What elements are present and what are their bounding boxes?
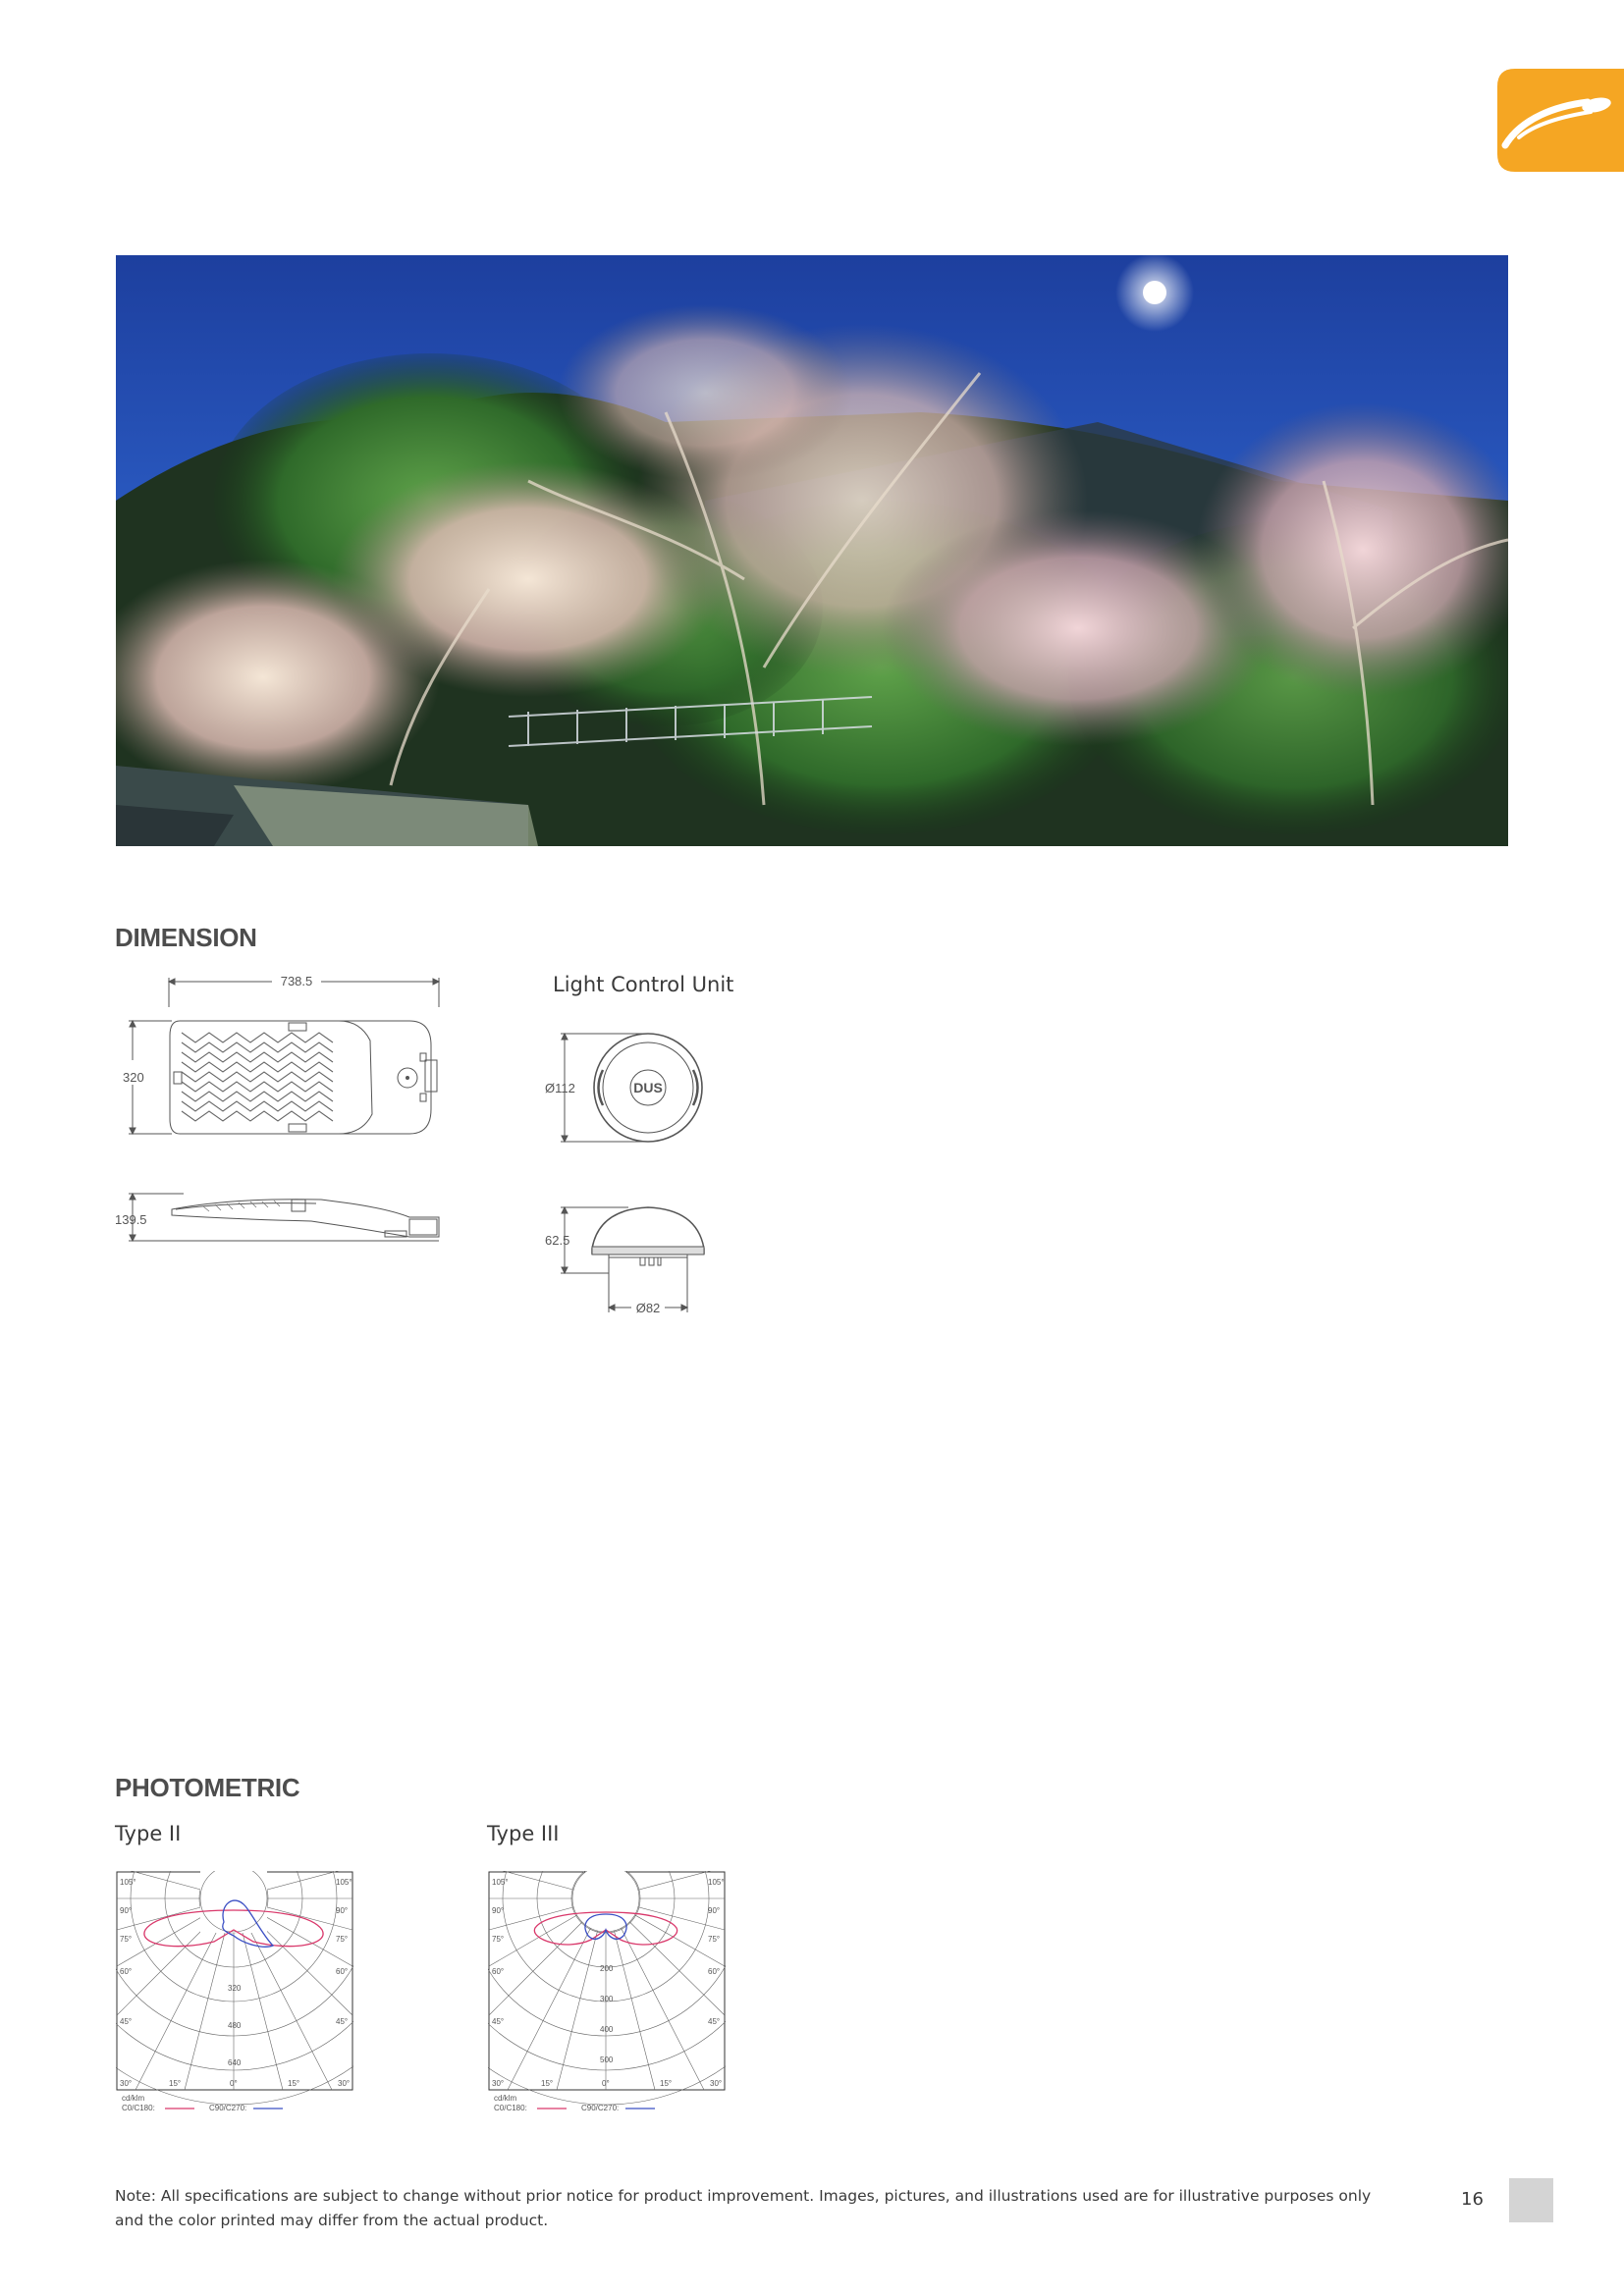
angle-label: 15° xyxy=(541,2079,554,2088)
ring-label: 200 xyxy=(600,1964,614,1973)
lcu-side-view-drawing xyxy=(545,1200,722,1327)
lcu-base-diameter-label: Ø82 xyxy=(635,1301,661,1315)
footer-note xyxy=(115,2184,1421,2233)
height-dim-label: 139.5 xyxy=(115,1212,147,1227)
angle-label: 60° xyxy=(336,1967,349,1976)
type-ii-title: Type II xyxy=(115,1822,182,1845)
brand-logo xyxy=(1497,69,1624,172)
angle-label: 105° xyxy=(336,1878,352,1887)
angle-label: 30° xyxy=(120,2079,133,2088)
legend-c90-label: C90/C270: xyxy=(581,2104,620,2112)
angle-label: 45° xyxy=(120,2017,133,2026)
width-dim-label: 320 xyxy=(123,1070,144,1085)
luminaire-top-view-drawing xyxy=(115,972,449,1144)
ring-label: 640 xyxy=(228,2058,242,2067)
angle-label: 0° xyxy=(230,2079,238,2088)
unit-label: cd/klm xyxy=(122,2094,145,2103)
angle-label: 90° xyxy=(120,1906,133,1915)
hero-photo xyxy=(116,255,1508,846)
angle-label: 60° xyxy=(120,1967,133,1976)
angle-label: 15° xyxy=(288,2079,300,2088)
length-dim-label: 738.5 xyxy=(280,974,313,988)
footer-note-line-2: and the color printed may differ from the actual product. xyxy=(115,2212,549,2229)
legend-c90-label: C90/C270: xyxy=(209,2104,247,2112)
legend-c0-label: C0/C180: xyxy=(122,2104,155,2112)
angle-label: 45° xyxy=(492,2017,505,2026)
angle-label: 60° xyxy=(492,1967,505,1976)
angle-label: 105° xyxy=(708,1878,725,1887)
lcu-diameter-label: Ø112 xyxy=(545,1081,575,1095)
angle-label: 30° xyxy=(492,2079,505,2088)
angle-label: 75° xyxy=(492,1935,505,1944)
lcu-mark: DUS xyxy=(633,1080,663,1095)
photometric-section-title: PHOTOMETRIC xyxy=(115,1773,300,1802)
ring-label: 500 xyxy=(600,2056,614,2064)
angle-label: 105° xyxy=(120,1878,136,1887)
angle-label: 15° xyxy=(169,2079,182,2088)
lcu-top-view-drawing xyxy=(545,1026,722,1148)
type-ii-polar-diagram xyxy=(116,1871,353,2121)
ring-label: 480 xyxy=(228,2021,242,2030)
angle-label: 90° xyxy=(492,1906,505,1915)
angle-label: 75° xyxy=(708,1935,721,1944)
angle-label: 90° xyxy=(336,1906,349,1915)
lcu-title: Light Control Unit xyxy=(553,973,734,996)
street-lamp-logo-icon xyxy=(1497,69,1624,172)
angle-label: 75° xyxy=(120,1935,133,1944)
angle-label: 60° xyxy=(708,1967,721,1976)
angle-label: 0° xyxy=(602,2079,610,2088)
ring-label: 400 xyxy=(600,2025,614,2034)
dimension-section-title: DIMENSION xyxy=(115,923,257,952)
ring-label: 300 xyxy=(600,1995,614,2003)
luminaire-side-view-drawing xyxy=(115,1188,449,1247)
type-iii-polar-diagram xyxy=(488,1871,726,2121)
legend-c0-label: C0/C180: xyxy=(494,2104,527,2112)
lcu-height-label: 62.5 xyxy=(545,1233,570,1248)
unit-label: cd/klm xyxy=(494,2094,517,2103)
angle-label: 105° xyxy=(492,1878,509,1887)
angle-label: 75° xyxy=(336,1935,349,1944)
angle-label: 45° xyxy=(336,2017,349,2026)
angle-label: 90° xyxy=(708,1906,721,1915)
footer-note-line-1: Note: All specifications are subject to change without prior notice for product improvement. Images, pictures, and illustrations used are for illustrative purposes only xyxy=(115,2187,1372,2205)
ring-label: 320 xyxy=(228,1984,242,1993)
angle-label: 30° xyxy=(338,2079,351,2088)
angle-label: 30° xyxy=(710,2079,723,2088)
page-number: 16 xyxy=(1461,2189,1484,2210)
page-number-tab xyxy=(1509,2178,1553,2222)
type-iii-title: Type III xyxy=(487,1822,560,1845)
angle-label: 45° xyxy=(708,2017,721,2026)
angle-label: 15° xyxy=(660,2079,673,2088)
